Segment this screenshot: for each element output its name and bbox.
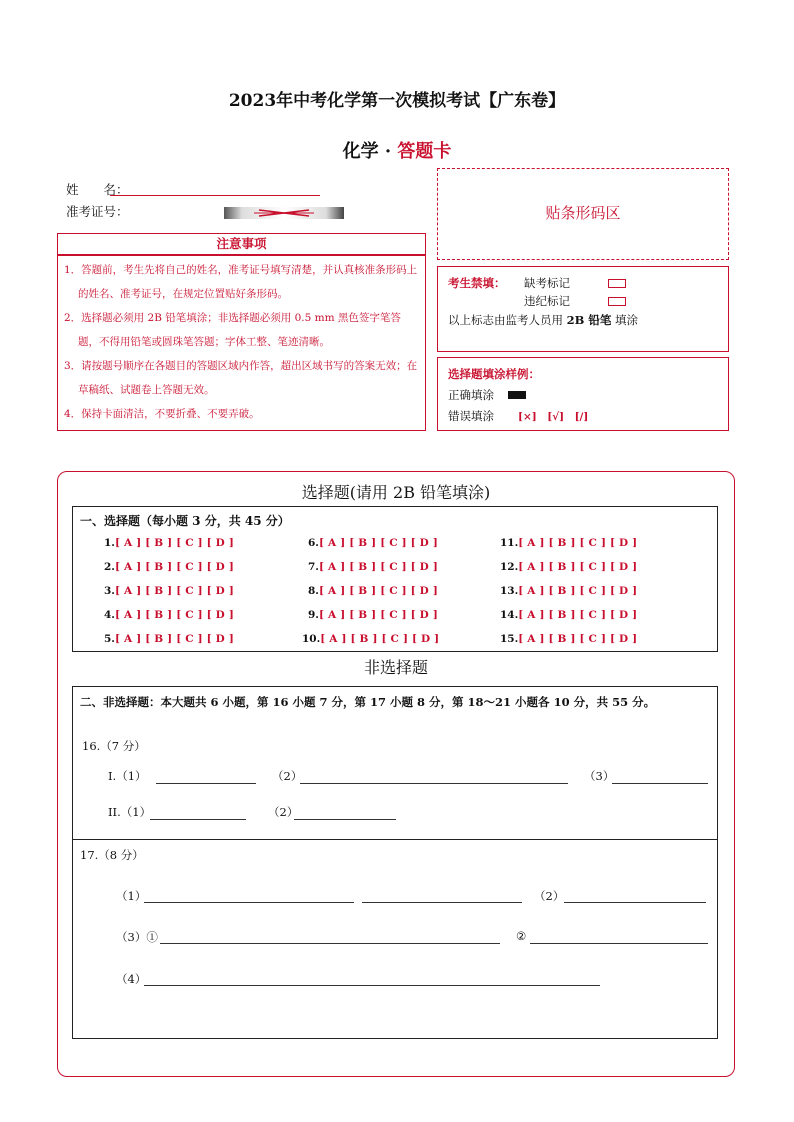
- answer-options[interactable]: [ A ] [ B ] [ C ] [ D ]: [114, 537, 235, 549]
- answer-card-label: 答题卡: [397, 141, 452, 162]
- answer-line-q16-i-3[interactable]: [612, 783, 708, 784]
- answer-options[interactable]: [ A ] [ B ] [ C ] [ D ]: [318, 609, 439, 621]
- mcq-row[interactable]: [500, 585, 637, 597]
- answer-line-q16-ii-1[interactable]: [150, 819, 246, 820]
- notice-title: 注意事项: [216, 236, 267, 251]
- q16-i-2-label: （2）: [272, 769, 303, 783]
- nonchoice-section-title: 非选择题: [363, 658, 428, 677]
- mcq-row[interactable]: [500, 561, 637, 573]
- barcode-area: [437, 168, 729, 260]
- question-number: 14.: [500, 609, 519, 621]
- absent-mark-label: 缺考标记: [524, 276, 570, 290]
- question-number: 1.: [104, 537, 115, 549]
- q17-box: [72, 840, 718, 1039]
- question-number: 11.: [500, 537, 519, 549]
- roman-numeral: I.: [108, 769, 117, 783]
- question-number: 12.: [500, 561, 519, 573]
- mcq-row[interactable]: [302, 633, 439, 645]
- part-label: （1）: [120, 805, 152, 819]
- answer-options[interactable]: [ A ] [ B ] [ C ] [ D ]: [114, 609, 235, 621]
- sample-title: 选择题填涂样例：: [448, 367, 540, 381]
- q16-row1-roman: [108, 768, 147, 784]
- notice-item: 3．请按题号顺序在各题目的答题区域内作答，超出区域书写的答案无效；在草稿纸、试题卷上答题无效。: [64, 360, 418, 396]
- answer-options[interactable]: [ A ] [ B ] [ C ] [ D ]: [114, 633, 235, 645]
- question-number: 6.: [308, 537, 319, 549]
- mcq-row[interactable]: [308, 537, 438, 549]
- correct-fill-sample: [508, 391, 526, 399]
- q17-2-label: （2）: [534, 889, 565, 903]
- answer-line-q16-i-1[interactable]: [156, 783, 256, 784]
- notice-item: 1．答题前，考生先将自己的姓名，准考证号填写清楚，并认真核准条形码上的姓名、准考证号，在规定位置贴好条形码。: [64, 264, 418, 300]
- answer-line-q17-1b[interactable]: [362, 902, 522, 903]
- answer-options[interactable]: [ A ] [ B ] [ C ] [ D ]: [320, 633, 440, 645]
- barcode-area-label: 贴条形码区: [545, 204, 621, 222]
- answer-line-q16-ii-2[interactable]: [294, 819, 396, 820]
- answer-options[interactable]: [ A ] [ B ] [ C ] [ D ]: [518, 537, 638, 549]
- notice-body: [57, 255, 426, 431]
- violation-mark-label: 违纪标记: [524, 294, 570, 308]
- answer-line-q17-1a[interactable]: [144, 902, 354, 903]
- answer-options[interactable]: [ A ] [ B ] [ C ] [ D ]: [518, 585, 638, 597]
- mcq-row[interactable]: [104, 585, 234, 597]
- wrong-fill-samples: [×] [√] [/]: [518, 411, 589, 423]
- exam-title: 2023年中考化学第一次模拟考试【广东卷】: [228, 91, 566, 111]
- mcq-row[interactable]: [500, 537, 637, 549]
- question-number: 4.: [104, 609, 115, 621]
- mcq-row[interactable]: [500, 609, 637, 621]
- q16-i-3-label: （3）: [584, 769, 615, 783]
- question-number: 7.: [308, 561, 319, 573]
- answer-line-q17-4[interactable]: [144, 985, 600, 986]
- forbid-box: [437, 266, 729, 352]
- q16-row2-roman: [108, 804, 151, 820]
- mcq-row[interactable]: [500, 633, 637, 645]
- question-number: 13.: [500, 585, 519, 597]
- answer-options[interactable]: [ A ] [ B ] [ C ] [ D ]: [518, 633, 638, 645]
- mcq-row[interactable]: [104, 561, 234, 573]
- mcq-row[interactable]: [104, 609, 234, 621]
- forbid-note: [448, 312, 638, 328]
- subject-label: 化学: [342, 141, 379, 162]
- answer-line-q16-i-2[interactable]: [300, 783, 568, 784]
- nonchoice-heading: 二、非选择题：本大题共 6 小题，第 16 小题 7 分，第 17 小题 8 分，第 18～21 小题各 10 分，共 55 分。: [80, 695, 656, 709]
- card-subtitle: [0, 137, 794, 163]
- forbid-note-pencil: 2B 铅笔: [566, 313, 612, 327]
- forbid-label: 考生禁填：: [448, 276, 506, 290]
- q17-3b-label: ②: [516, 929, 527, 943]
- mcq-row[interactable]: [104, 537, 234, 549]
- q17-3-label: （3）①: [116, 930, 158, 944]
- forbid-note-prefix: 以上标志由监考人员用: [448, 313, 563, 327]
- answer-options[interactable]: [ A ] [ B ] [ C ] [ D ]: [518, 561, 638, 573]
- name-label: 姓 名：: [66, 182, 129, 197]
- question-number: 8.: [308, 585, 319, 597]
- answer-options[interactable]: [ A ] [ B ] [ C ] [ D ]: [318, 537, 439, 549]
- choice-section-title: 选择题(请用 2B 铅笔填涂): [301, 483, 491, 502]
- question-number: 10.: [302, 633, 321, 645]
- answer-line-q17-3a[interactable]: [160, 943, 500, 944]
- notice-item: 4．保持卡面清洁，不要折叠、不要弄破。: [64, 408, 260, 420]
- notice-header: [57, 233, 426, 255]
- answer-line-q17-3b[interactable]: [530, 943, 708, 944]
- q16-label: 16.（7 分）: [82, 739, 146, 753]
- mcq-row[interactable]: [308, 609, 438, 621]
- exam-id-mask-icon: [224, 206, 344, 220]
- question-number: 5.: [104, 633, 115, 645]
- absent-mark-box[interactable]: [608, 279, 626, 288]
- question-number: 2.: [104, 561, 115, 573]
- answer-options[interactable]: [ A ] [ B ] [ C ] [ D ]: [114, 585, 235, 597]
- wrong-fill-label: 错误填涂: [448, 409, 494, 423]
- roman-numeral: II.: [108, 805, 121, 819]
- q16-ii-2-label: （2）: [268, 805, 299, 819]
- q17-label: 17.（8 分）: [80, 848, 144, 862]
- name-field[interactable]: [110, 195, 320, 196]
- mcq-row[interactable]: [308, 561, 438, 573]
- part-label: （1）: [116, 769, 147, 783]
- answer-options[interactable]: [ A ] [ B ] [ C ] [ D ]: [318, 561, 439, 573]
- exam-id-field[interactable]: [224, 205, 344, 219]
- answer-options[interactable]: [ A ] [ B ] [ C ] [ D ]: [114, 561, 235, 573]
- forbid-note-suffix: 填涂: [615, 313, 639, 327]
- answer-options[interactable]: [ A ] [ B ] [ C ] [ D ]: [518, 609, 638, 621]
- mcq-row[interactable]: [308, 585, 438, 597]
- q17-1-label: （1）: [116, 889, 147, 903]
- violation-mark-box[interactable]: [608, 297, 626, 306]
- sample-box: [437, 357, 729, 431]
- exam-id-label: 准考证号：: [66, 204, 129, 219]
- subtitle-separator: ·: [384, 141, 392, 162]
- answer-line-q17-2[interactable]: [564, 902, 706, 903]
- question-number: 15.: [500, 633, 519, 645]
- question-number: 9.: [308, 609, 319, 621]
- q17-4-label: （4）: [116, 972, 147, 986]
- notice-item: 2．选择题必须用 2B 铅笔填涂；非选择题必须用 0.5 mm 黑色签字笔答题，不得用铅笔或圆珠笔答题；字体工整、笔迹清晰。: [64, 312, 401, 348]
- choice-heading: 一、选择题（每小题 3 分，共 45 分）: [80, 514, 290, 528]
- correct-fill-label: 正确填涂: [448, 388, 494, 402]
- question-number: 3.: [104, 585, 115, 597]
- answer-options[interactable]: [ A ] [ B ] [ C ] [ D ]: [318, 585, 439, 597]
- mcq-row[interactable]: [104, 633, 234, 645]
